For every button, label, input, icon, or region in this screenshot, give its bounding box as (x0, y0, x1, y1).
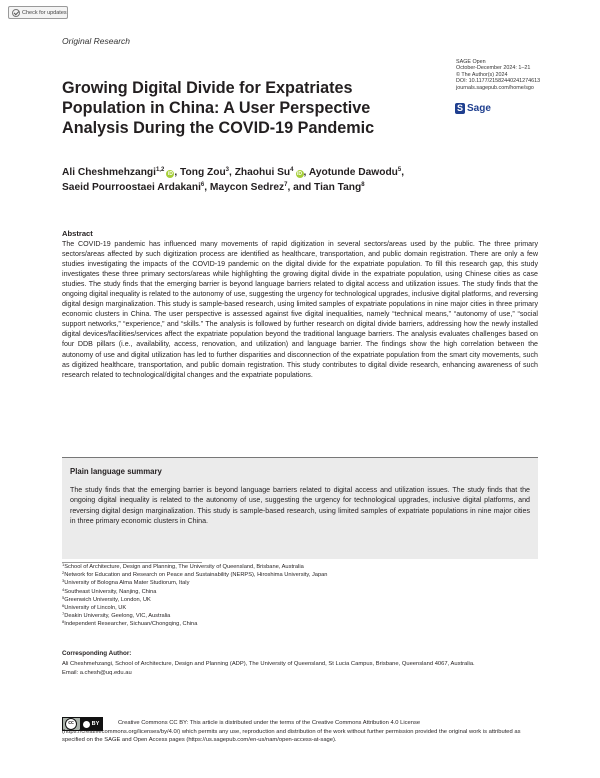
plain-language-summary-box (62, 457, 538, 559)
sage-logo-word: Sage (467, 103, 491, 114)
author-affiliation-number: 3 (225, 167, 230, 173)
affiliation-item (62, 563, 538, 571)
author-name: Tian Tang (314, 181, 362, 193)
author-name: Maycon Sedrez (209, 181, 285, 193)
affiliation-item (62, 579, 538, 587)
affiliation-number: 3 (62, 578, 65, 584)
abstract-text: The COVID-19 pandemic has influenced many movements of rapid digitization in several sectors/areas used by the public. The three primary sectors/areas affected by such digitization process are identified as healthcare, transportation, and public domain registration. There are only a few studies investigating the impacts of the COVID-19 pandemic on the digital divide for the expatriate population. To fill this research gap, this study investigates these three primary sectors/areas while highlighting the growing digital divide in the expatriate population, using Chinese cities as case studies. The study finds that the emerging barrier is beyond language barriers related to digital access and utilization issues. The study finds that the ongoing digital inequality is related to the autonomy of use, suggesting the urgency for technological upgrades, inclusive digital platforms, and reversing digital design marginalization. This study is sample-based research, using limited samples of expatriate populations in nine major cities in three primary economic clusters in China. The user perspective is assessed against five digital inequalities, namely “technical means,” “autonomy of use,” “social support networks,” “experience,” and “skills.” The analysis is followed by further research on digital divide barriers, addressing how the newly installed digital devices/facilities/services affect the expatriate population beyond the traditional language barriers. The analysis evaluates challenges based on four DDB pillars (i.e., availability, access, renovation, and utilization) and language barrier. The findings show the high correlation between the autonomy of use and digital utilization has led to further disparities and disconnection of the expatriate population from the smart city movements, such as digitized healthcare, transportation, and public domain registration. This study contributes to digital divide research, enhancing awareness of such research related to technological/digital changes and the expatriate populations. (62, 240, 538, 379)
author-affiliation-number: 8 (361, 181, 365, 188)
affiliation-text: Independent Researcher, Sichuan/Chongqing, China (64, 621, 198, 628)
article-title: Growing Digital Divide for Expatriates Population in China: A User Perspective Analysis During the COVID-19 Pandemic (62, 79, 375, 137)
author-affiliation-number: 7 (284, 181, 288, 188)
check-icon (12, 9, 20, 17)
summary-divider (62, 457, 538, 458)
affiliations-list (62, 563, 538, 629)
sage-logo (455, 103, 491, 114)
affiliation-text: School of Architecture, Design and Planning, The University of Queensland, Brisbane, Australia (64, 564, 304, 570)
journal-issue: October-December 2024: 1–21 (456, 65, 531, 72)
affiliation-number: 4 (62, 586, 65, 592)
affiliation-item (62, 571, 538, 579)
affiliation-item (62, 596, 538, 604)
corresponding-author-email[interactable]: Email: a.chesh@uq.edu.au (62, 669, 132, 676)
affiliation-item (62, 588, 538, 596)
affiliation-text: University of Lincoln, UK (64, 605, 127, 612)
author-affiliation-number: 1,2 (155, 167, 165, 173)
affiliation-number: 6 (62, 603, 65, 609)
affiliation-number: 1 (62, 562, 65, 567)
journal-info (456, 59, 540, 91)
author-affiliation-number: 5 (397, 167, 402, 173)
corresponding-author-heading: Corresponding Author: (62, 650, 132, 657)
summary-text: The study finds that the emerging barrier is beyond language barriers related to digital access and utilization issues. The study finds that the ongoing digital inequality is related to the autonomy of use, suggesting the urgency for technological upgrades, inclusive digital platforms, and reversing digital design marginalization. This study is sample-based research, using limited samples of expatriate populations in nine major cities in three primary economic clusters in China. (70, 486, 530, 525)
affiliation-number: 7 (62, 611, 65, 617)
license-text: Creative Commons CC BY: This article is distributed under the terms of the Creative Commons Attribution 4.0 License (https://creativecommons.org/licenses/by/4.0/) which permits any use, reproduction and distribution of the work without further permission provided the original work is attributed as specified on the SAGE and Open Access pages (https://us.sagepub.com/en-us/nam/open-access-at-sage). (62, 720, 521, 743)
badge-label: Check for updates (22, 9, 67, 16)
author-name: Saeid Pourroostaei Ardakani (62, 181, 201, 193)
affiliation-text: Deakin University, Geelong, VIC, Australia (64, 613, 171, 620)
corresponding-author-details (62, 660, 538, 677)
author-affiliation-number: 4 (290, 167, 294, 173)
cc-icon: cc (65, 718, 77, 730)
affiliation-text: Southeast University, Nanjing, China (64, 588, 157, 595)
check-for-updates-badge[interactable] (8, 6, 68, 19)
author-name: Zhaohui Su (234, 167, 291, 178)
copyright-line: © The Author(s) 2024 (456, 71, 508, 78)
cc-by-text: BY (91, 721, 100, 727)
orcid-icon[interactable]: iD (297, 171, 303, 177)
sage-logo-icon: S (456, 103, 463, 113)
affiliation-number: 2 (62, 570, 65, 576)
author-name: Tong Zou (180, 167, 226, 178)
journal-name: SAGE Open (456, 59, 486, 65)
affiliation-text: University of Bologna Alma Mater Studiorum, Italy (64, 580, 190, 587)
affiliation-item (62, 612, 538, 620)
affiliation-number: 5 (62, 594, 65, 600)
affiliation-number: 8 (62, 619, 65, 625)
article-type-label: Original Research (62, 36, 131, 46)
orcid-icon[interactable]: iD (167, 171, 173, 177)
doi-line[interactable]: DOI: 10.1177/21582440241274613 (456, 78, 541, 85)
author-name: Ayotunde Dawodu (308, 167, 398, 178)
journal-url[interactable]: journals.sagepub.com/home/sgo (456, 84, 534, 91)
affiliation-text: Network for Education and Research on Peace and Sustainability (NERPS), Hiroshima University, Japan (64, 572, 328, 579)
affiliation-item (62, 620, 538, 628)
corresponding-author-address: Ali Cheshmehzangi, School of Architecture, Design and Planning (ADP), The University of Queensland, St Lucia Campus, Brisbane, Queensland 4067, Australia. (62, 661, 475, 667)
summary-heading: Plain language summary (70, 467, 162, 476)
affiliation-text: Greenwich University, London, UK (64, 596, 151, 603)
abstract-heading: Abstract (62, 229, 93, 238)
affiliation-item (62, 604, 538, 612)
author-list: Ali Cheshmehzangi$^{1,2}$ iD , Tong Zou$^3$, Zhaohui Su$^4$ iD , Ayotunde Dawodu$^5$, Saeid Pourroostaei Ardakani$^6$, Maycon Sedrez$^7$, and Tian Tang$^8$ (62, 167, 405, 193)
author-affiliation-number: 6 (200, 181, 205, 188)
author-name: Ali Cheshmehzangi (62, 167, 156, 178)
